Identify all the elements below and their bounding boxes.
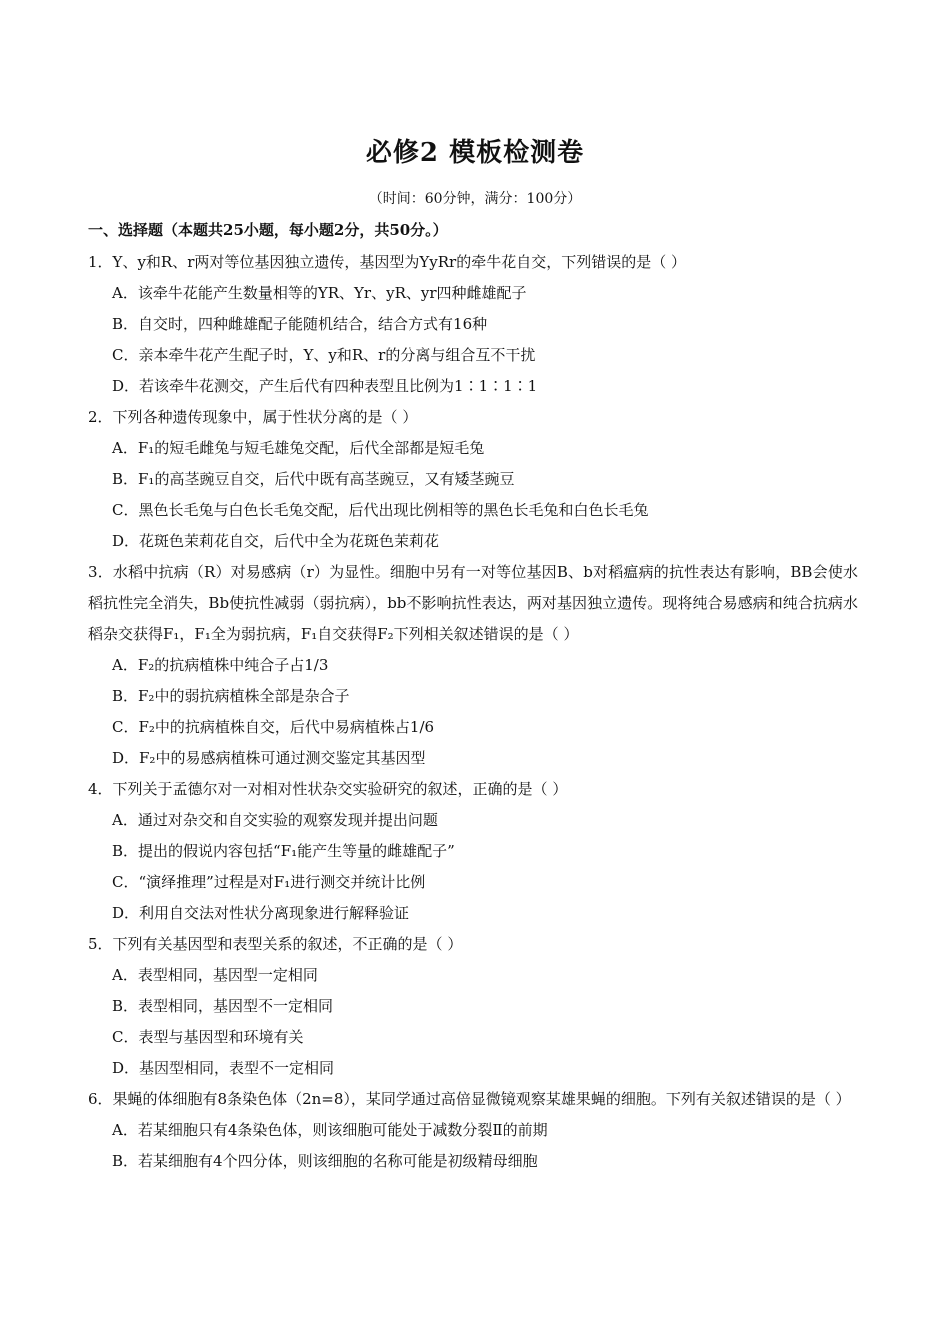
option-c: C．“演绎推理”过程是对F₁进行测交并统计比例 xyxy=(112,873,426,891)
question-stem: 1．Y、y和R、r两对等位基因独立遗传，基因型为YyRr的牵牛花自交，下列错误的是（ ） xyxy=(88,253,686,271)
question-stem: 5．下列有关基因型和表型关系的叙述，不正确的是（ ） xyxy=(88,935,463,953)
question-3 xyxy=(88,557,858,774)
option-a: A．F₁的短毛雌兔与短毛雄兔交配，后代全部都是短毛兔 xyxy=(112,439,485,457)
question-6 xyxy=(88,1084,858,1177)
question-stem: 6．果蝇的体细胞有8条染色体（2n=8），某同学通过高倍显微镜观察某雄果蝇的细胞。下列有关叙述错误的是（ ） xyxy=(88,1090,851,1108)
question-stem: 4．下列关于孟德尔对一对相对性状杂交实验研究的叙述，正确的是（ ） xyxy=(88,780,568,798)
option-b: B．F₁的高茎豌豆自交，后代中既有高茎豌豆，又有矮茎豌豆 xyxy=(112,470,515,488)
option-b: B．自交时，四种雌雄配子能随机结合，结合方式有16种 xyxy=(112,315,488,333)
question-list xyxy=(88,247,858,1177)
option-b: B．若某细胞有4个四分体，则该细胞的名称可能是初级精母细胞 xyxy=(112,1152,538,1170)
option-c: C．亲本牵牛花产生配子时，Y、y和R、r的分离与组合互不干扰 xyxy=(112,346,536,364)
option-d: D．花斑色茉莉花自交，后代中全为花斑色茉莉花 xyxy=(112,532,440,550)
question-5 xyxy=(88,929,858,1084)
section-heading: 一、选择题（本题共25小题，每小题2分，共50分。） xyxy=(88,221,448,239)
option-d: D．F₂中的易感病植株可通过测交鉴定其基因型 xyxy=(112,749,426,767)
question-stem: 2．下列各种遗传现象中，属于性状分离的是（ ） xyxy=(88,408,418,426)
option-c: C．表型与基因型和环境有关 xyxy=(112,1028,304,1046)
option-c: C．F₂中的抗病植株自交，后代中易病植株占1/6 xyxy=(112,718,435,736)
option-c: C．黑色长毛兔与白色长毛兔交配，后代出现比例相等的黑色长毛兔和白色长毛兔 xyxy=(112,501,649,519)
option-b: B．表型相同，基因型不一定相同 xyxy=(112,997,334,1015)
option-d: D．若该牵牛花测交，产生后代有四种表型且比例为1∶1∶1∶1 xyxy=(112,377,538,395)
option-a: A．若某细胞只有4条染色体，则该细胞可能处于减数分裂Ⅱ的前期 xyxy=(112,1121,548,1139)
option-a: A．表型相同，基因型一定相同 xyxy=(112,966,318,984)
option-a: A．F₂的抗病植株中纯合子占1/3 xyxy=(112,656,329,674)
question-4 xyxy=(88,774,858,929)
option-a: A．该牵牛花能产生数量相等的YR、Yr、yR、yr四种雌雄配子 xyxy=(112,284,527,302)
question-1 xyxy=(88,247,858,402)
option-a: A．通过对杂交和自交实验的观察发现并提出问题 xyxy=(112,811,438,829)
exam-time-score: （时间：60分钟，满分：100分） xyxy=(368,191,582,207)
option-b: B．提出的假说内容包括“F₁能产生等量的雌雄配子” xyxy=(112,842,455,860)
option-d: D．基因型相同，表型不一定相同 xyxy=(112,1059,335,1077)
page-title: 必修2 模板检测卷 xyxy=(365,138,585,168)
question-2 xyxy=(88,402,858,557)
option-b: B．F₂中的弱抗病植株全部是杂合子 xyxy=(112,687,350,705)
question-stem: 3．水稻中抗病（R）对易感病（r）为显性。细胞中另有一对等位基因B、b对稻瘟病的抗性表达有影响，BB会使水稻抗性完全消失，Bb使抗性减弱（弱抗病），bb不影响抗性表达，两对基因独立遗传。现将纯合易感病和纯合抗病水稻杂交获得F₁，F₁全为弱抗病，F₁自交获得F₂下列相关叙述错误的是（ ） xyxy=(88,563,858,643)
option-d: D．利用自交法对性状分离现象进行解释验证 xyxy=(112,904,410,922)
